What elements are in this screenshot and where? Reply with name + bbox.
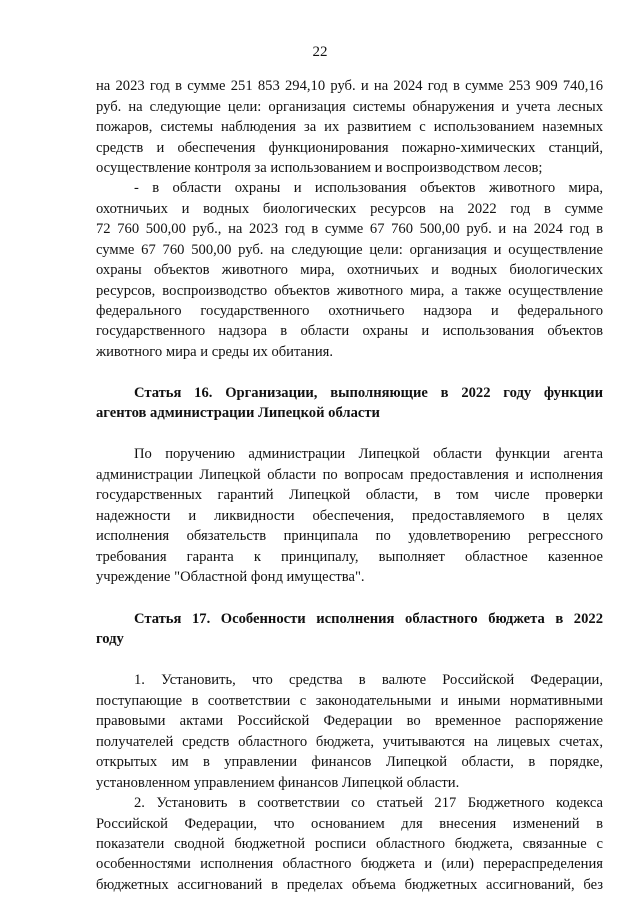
text-line: 72 760 500,00 руб., на 2023 год в сумме 67 760 500,00 руб. и на 2024 год в bbox=[96, 221, 603, 237]
text-line: правовыми актами Российской Федерации во временное распоряжение bbox=[96, 713, 603, 729]
text-line: пожаров, системы наблюдения за их развитием с использованием наземных bbox=[96, 119, 603, 135]
text-line: учреждение "Областной фонд имущества". bbox=[96, 569, 365, 585]
text-line: ресурсов, воспроизводство объектов животного мира, а также осуществление bbox=[96, 283, 603, 299]
text-line: руб. на следующие цели: организация системы обнаружения и учета лесных bbox=[96, 99, 603, 115]
text-line: - в области охраны и использования объектов животного мира, bbox=[134, 180, 603, 196]
article-16-heading-cont: агентов администрации Липецкой области bbox=[96, 405, 380, 421]
text-line: исполнения обязательств принципала по удовлетворению регрессного bbox=[96, 528, 603, 544]
text-line: охраны объектов животного мира, охотничьих и водных биологических bbox=[96, 262, 603, 278]
text-line: на 2023 год в сумме 251 853 294,10 руб. и на 2024 год в сумме 253 909 740,16 bbox=[96, 78, 603, 94]
text-line: осуществление контроля за использованием и воспроизводством лесов; bbox=[96, 160, 543, 176]
text-line: администрации Липецкой области по вопросам предоставления и исполнения bbox=[96, 467, 603, 483]
text-line: государственного надзора в области охраны и использования объектов bbox=[96, 323, 603, 339]
article-17-heading-cont: году bbox=[96, 631, 124, 647]
text-line: федерального государственного охотничьего надзора и федерального bbox=[96, 303, 603, 319]
text-line: показатели сводной бюджетной росписи областного бюджета, связанные с bbox=[96, 836, 603, 852]
text-line: установленном управлением финансов Липецкой области. bbox=[96, 775, 460, 791]
text-line: требования гаранта к принципалу, выполняет областное казенное bbox=[96, 549, 603, 565]
text-line: поступающие в соответствии с законодательными и иными нормативными bbox=[96, 693, 603, 709]
text-line: бюджетных ассигнований в пределах объема бюджетных ассигнований, без bbox=[96, 877, 603, 893]
text-line: открытых им в управлении финансов Липецкой области, в порядке, bbox=[96, 754, 603, 770]
article-17-heading: Статья 17. Особенности исполнения областного бюджета в 2022 bbox=[134, 611, 603, 627]
text-line: охотничьих и водных биологических ресурсов на 2022 год в сумме bbox=[96, 201, 603, 217]
text-line: надежности и ликвидности обеспечения, предоставляемого в целях bbox=[96, 508, 603, 524]
text-line: животного мира и среды их обитания. bbox=[96, 344, 334, 360]
text-line: По поручению администрации Липецкой области функции агента bbox=[134, 446, 603, 462]
text-line: получателей средств областного бюджета, учитываются на лицевых счетах, bbox=[96, 734, 603, 750]
text-line: государственных гарантий Липецкой области, в том числе проверки bbox=[96, 487, 603, 503]
text-line: особенностями исполнения областного бюджета и (или) перераспределения bbox=[96, 856, 603, 872]
article-16-heading: Статья 16. Организации, выполняющие в 2022 году функции bbox=[134, 385, 603, 401]
page-number: 22 bbox=[312, 44, 328, 60]
text-line: 1. Установить, что средства в валюте Российской Федерации, bbox=[134, 672, 603, 688]
text-line: средств и обеспечения функционирования пожарно-химических станций, bbox=[96, 140, 603, 156]
text-line: 2. Установить в соответствии со статьей 217 Бюджетного кодекса bbox=[134, 795, 603, 811]
text-line: сумме 67 760 500,00 руб. на следующие цели: организация и осуществление bbox=[96, 242, 603, 258]
text-line: Российской Федерации, что основанием для внесения изменений в bbox=[96, 816, 603, 832]
